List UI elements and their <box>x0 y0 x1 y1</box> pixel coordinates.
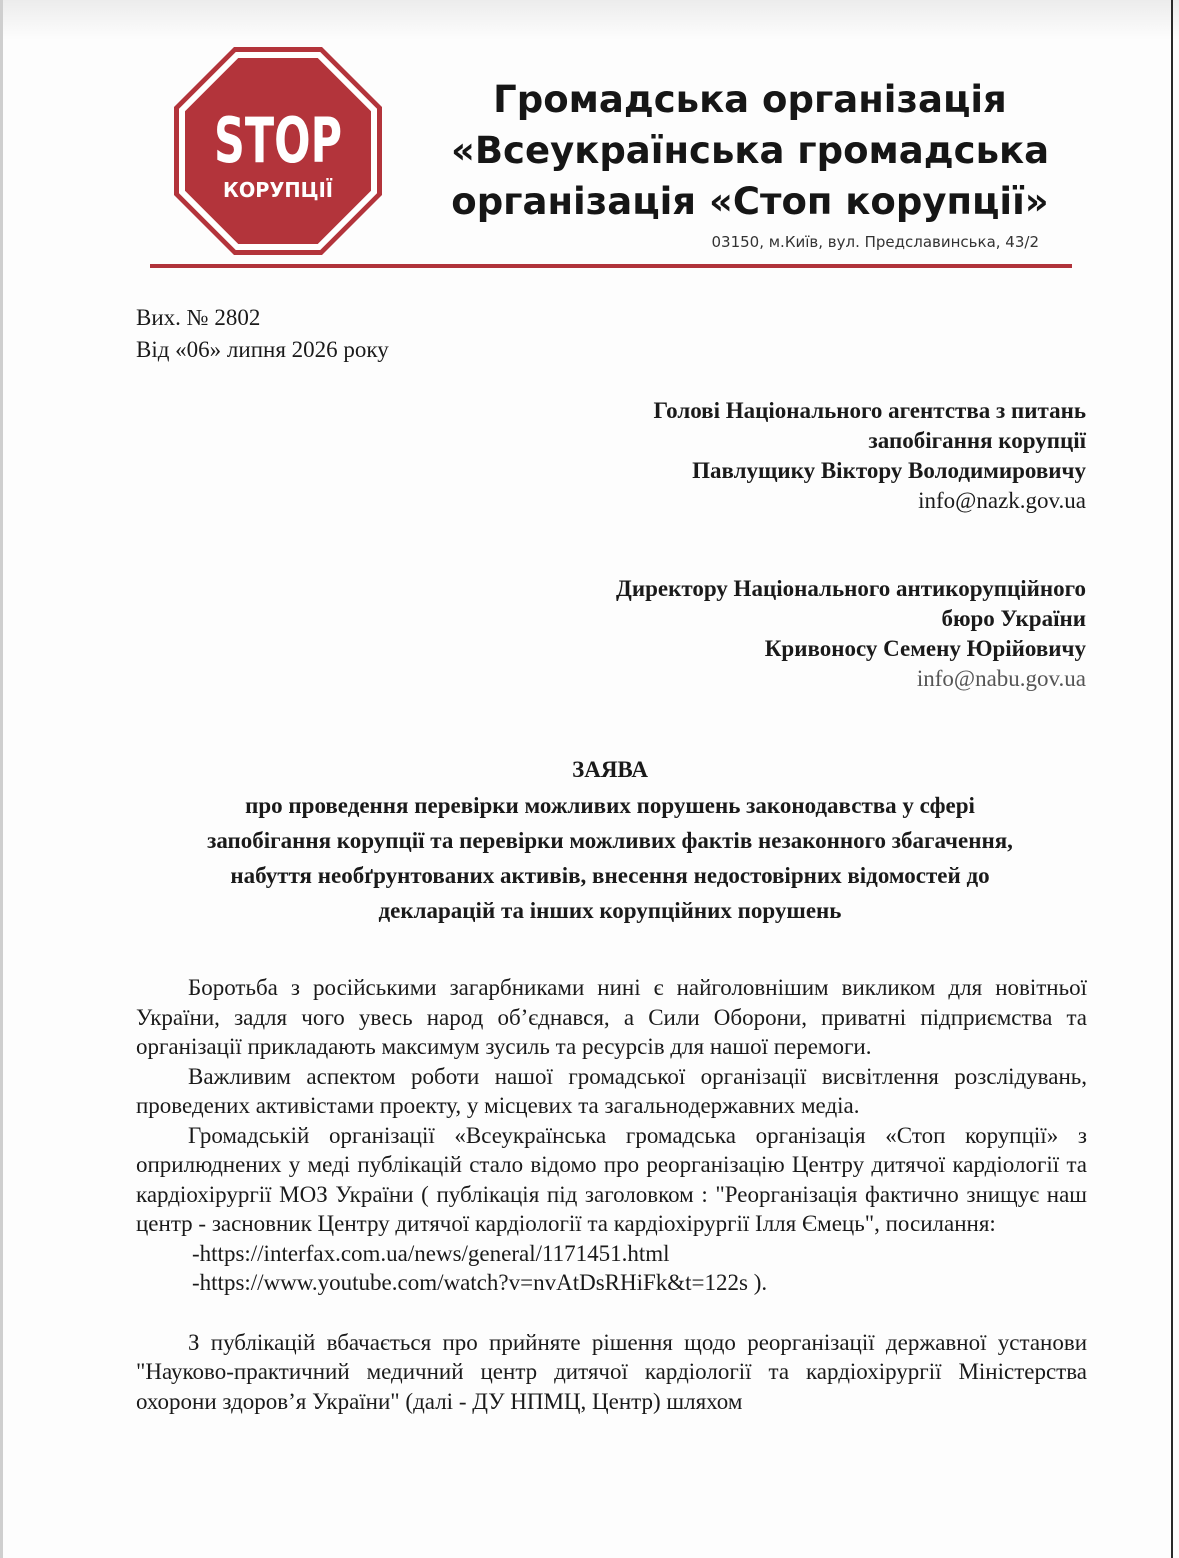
recipient-nazk <box>286 396 1086 516</box>
logo-korupcii-text: КОРУПЦІЇ <box>223 178 333 202</box>
scan-left-edge <box>0 0 3 1558</box>
recipient-title-line-2: запобігання корупції <box>868 428 1086 453</box>
statement-subject-line-4: декларацій та інших корупційних порушень <box>378 898 842 923</box>
recipient-person-name: Павлущику Віктору Володимировичу <box>692 458 1086 483</box>
reference-number: Вих. № 2802 <box>136 305 261 330</box>
organization-name <box>390 74 1110 227</box>
outgoing-reference <box>136 302 389 366</box>
recipient-title-line-1: Директору Національного антикорупційного <box>616 576 1086 601</box>
source-link-interfax[interactable]: -https://interfax.com.ua/news/general/1171451.html <box>192 1240 670 1266</box>
source-link-youtube[interactable]: -https://www.youtube.com/watch?v=nvAtDsRHiFk&t=122s ). <box>192 1270 768 1295</box>
recipient-person-name: Кривоносу Семену Юрійовичу <box>764 636 1086 661</box>
paragraph-spacer <box>136 1298 1087 1328</box>
body-paragraph-1: Боротьба з російськими загарбниками нині є найголовнішим викликом для новітньої України, задля чого увесь народ об’єднався, а Сили Оборони, приватні підприємства та організації прикладають максимум зусиль та ресурсів для нашої перемоги. <box>136 975 1087 1059</box>
stop-sign-icon <box>172 45 384 257</box>
recipient-email: info@nabu.gov.ua <box>916 666 1086 691</box>
scan-top-shadow <box>0 0 1179 40</box>
org-name-line-3: організація «Стоп корупції» <box>451 180 1049 223</box>
statement-subject-line-2: запобігання корупції та перевірки можливих фактів незаконного збагачення, <box>207 828 1013 853</box>
body-paragraph-2: Важливим аспектом роботи нашої громадської організації висвітлення розслідувань, проведених активістами проекту, у місцевих та загальнодержавних медіа. <box>136 1063 1087 1118</box>
scan-right-edge <box>1171 0 1173 1558</box>
org-name-line-2: «Всеукраїнська громадська <box>450 129 1050 172</box>
statement-body <box>136 973 1087 1416</box>
body-paragraph-3: Громадській організації «Всеукраїнська громадська організація «Стоп корупції» з оприлюднених у меді публікацій стало відомо про реорганізацію Центру дитячої кардіології та кардіохірургії МОЗ України ( публікація під заголовком : "Реорганізація фактично знищує наш центр - засновник Центру дитячої кардіології та кардіохірургії Ілля Ємець", посилання: <box>136 1122 1087 1236</box>
recipient-title-line-1: Голові Національного агентства з питань <box>653 398 1086 423</box>
stop-corruption-logo <box>172 45 384 257</box>
statement-subject-line-3: набуття необґрунтованих активів, внесення недостовірних відомостей до <box>230 863 990 888</box>
org-name-line-1: Громадська організація <box>493 78 1007 121</box>
body-paragraph-4: З публікацій вбачається про прийняте рішення щодо реорганізації державної установи "Науково-практичний медичний центр дитячої кардіології та кардіохірургії Міністерства охорони здоров’я України" (далі - ДУ НПМЦ, Центр) шляхом <box>136 1329 1087 1414</box>
header-divider <box>150 264 1072 268</box>
organization-address: 03150, м.Київ, вул. Предславинська, 43/2 <box>711 233 1039 251</box>
recipient-email: info@nazk.gov.ua <box>918 488 1086 513</box>
recipient-nabu <box>286 574 1086 694</box>
recipient-title-line-2: бюро України <box>941 606 1086 631</box>
statement-heading: ЗАЯВА <box>572 757 648 782</box>
statement-title <box>120 752 1100 928</box>
reference-date: Від «06» липня 2026 року <box>136 337 389 362</box>
statement-subject-line-1: про проведення перевірки можливих порушень законодавства у сфері <box>245 793 975 818</box>
logo-stop-text: STOP <box>214 104 342 177</box>
